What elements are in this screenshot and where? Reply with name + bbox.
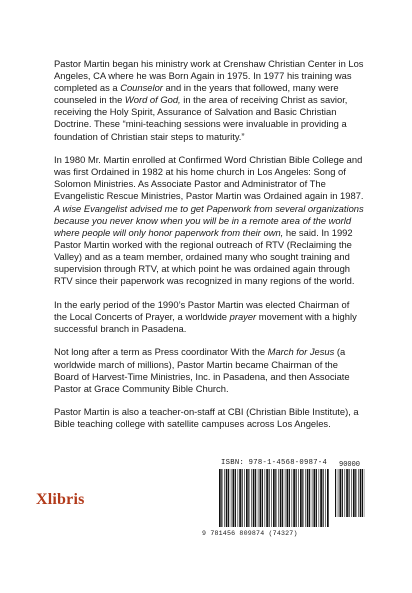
- price-code: 90000: [339, 461, 361, 469]
- text-segment: and in the years that followed, many were counseled in the: [54, 82, 339, 106]
- italic-text: prayer: [229, 310, 257, 322]
- paragraph: [54, 346, 364, 394]
- italic-text: Counselor: [120, 82, 163, 94]
- paragraph: [54, 406, 364, 430]
- text-segment: movement with a highly successful branch in Pasadena.: [54, 310, 357, 334]
- price-barcode-bars: [335, 469, 365, 519]
- text-segment: Not long after a term as Press coordinator With the: [54, 346, 268, 358]
- text-segment: In the early period of the 1990’s Pastor Martin was elected Chairman of the Local Concerts of Prayer, a worldwide: [54, 298, 350, 322]
- text-segment: in the area of receiving Christ as savior, receiving the Holy Spirit, Assurance of Salvation and Basic Christian Doctrine. These “mini-teaching sessions were invaluable in providing a foundation of Christian stair steps to maturity.”: [54, 94, 348, 142]
- text-segment: In 1980 Mr. Martin enrolled at Confirmed Word Christian Bible College and was first Ordained in 1982 at his home church in Los Angeles: Song of Solomon Ministries. As Associate Pastor and Administrator of The Evangelistic Rescue Ministries, Pastor Martin was Ordained again in 1987.: [54, 154, 364, 202]
- isbn-digits: 9 781456 809874 (74327): [202, 530, 298, 537]
- body-text: [54, 58, 364, 431]
- text-segment: (a worldwide march of millions), Pastor Martin became Chairman of the Board of Harvest-Time Ministries, Inc. in Pasadena, and then Associate Pastor at Grace Community Bible Church.: [54, 346, 350, 394]
- text-segment: Pastor Martin began his ministry work at Crenshaw Christian Center in Los Angeles, CA where he was Born Again in 1975. In 1977 his training was completed as a: [54, 58, 364, 94]
- italic-text: A wise Evangelist advised me to get Paperwork from several organizations because you never know when you will be in a remote area of the world where people will only honor paperwork from their own,: [54, 202, 364, 238]
- paragraph: [54, 154, 364, 287]
- isbn-label: ISBN: 978-1-4568-0987-4: [221, 459, 328, 467]
- paragraph: [54, 58, 364, 143]
- italic-text: Word of God,: [124, 94, 181, 106]
- barcode: [199, 459, 369, 537]
- italic-text: March for Jesus: [267, 346, 335, 358]
- barcode-bars: [219, 469, 329, 531]
- publisher-logo: Xlibris: [36, 491, 85, 508]
- text-segment: Pastor Martin is also a teacher-on-staff at CBI (Christian Bible Institute), a Bible teaching college with satellite campuses across Los Angeles.: [54, 406, 359, 430]
- paragraph: [54, 299, 364, 335]
- text-segment: he said. In 1992 Pastor Martin worked with the regional outreach of RTV (Reclaiming the Valley) and as a team member, ordained many who sought training and supervision through RTV, at which point he was ordained again through RTV since their paperwork was recognized in many regions of the world.: [54, 226, 355, 287]
